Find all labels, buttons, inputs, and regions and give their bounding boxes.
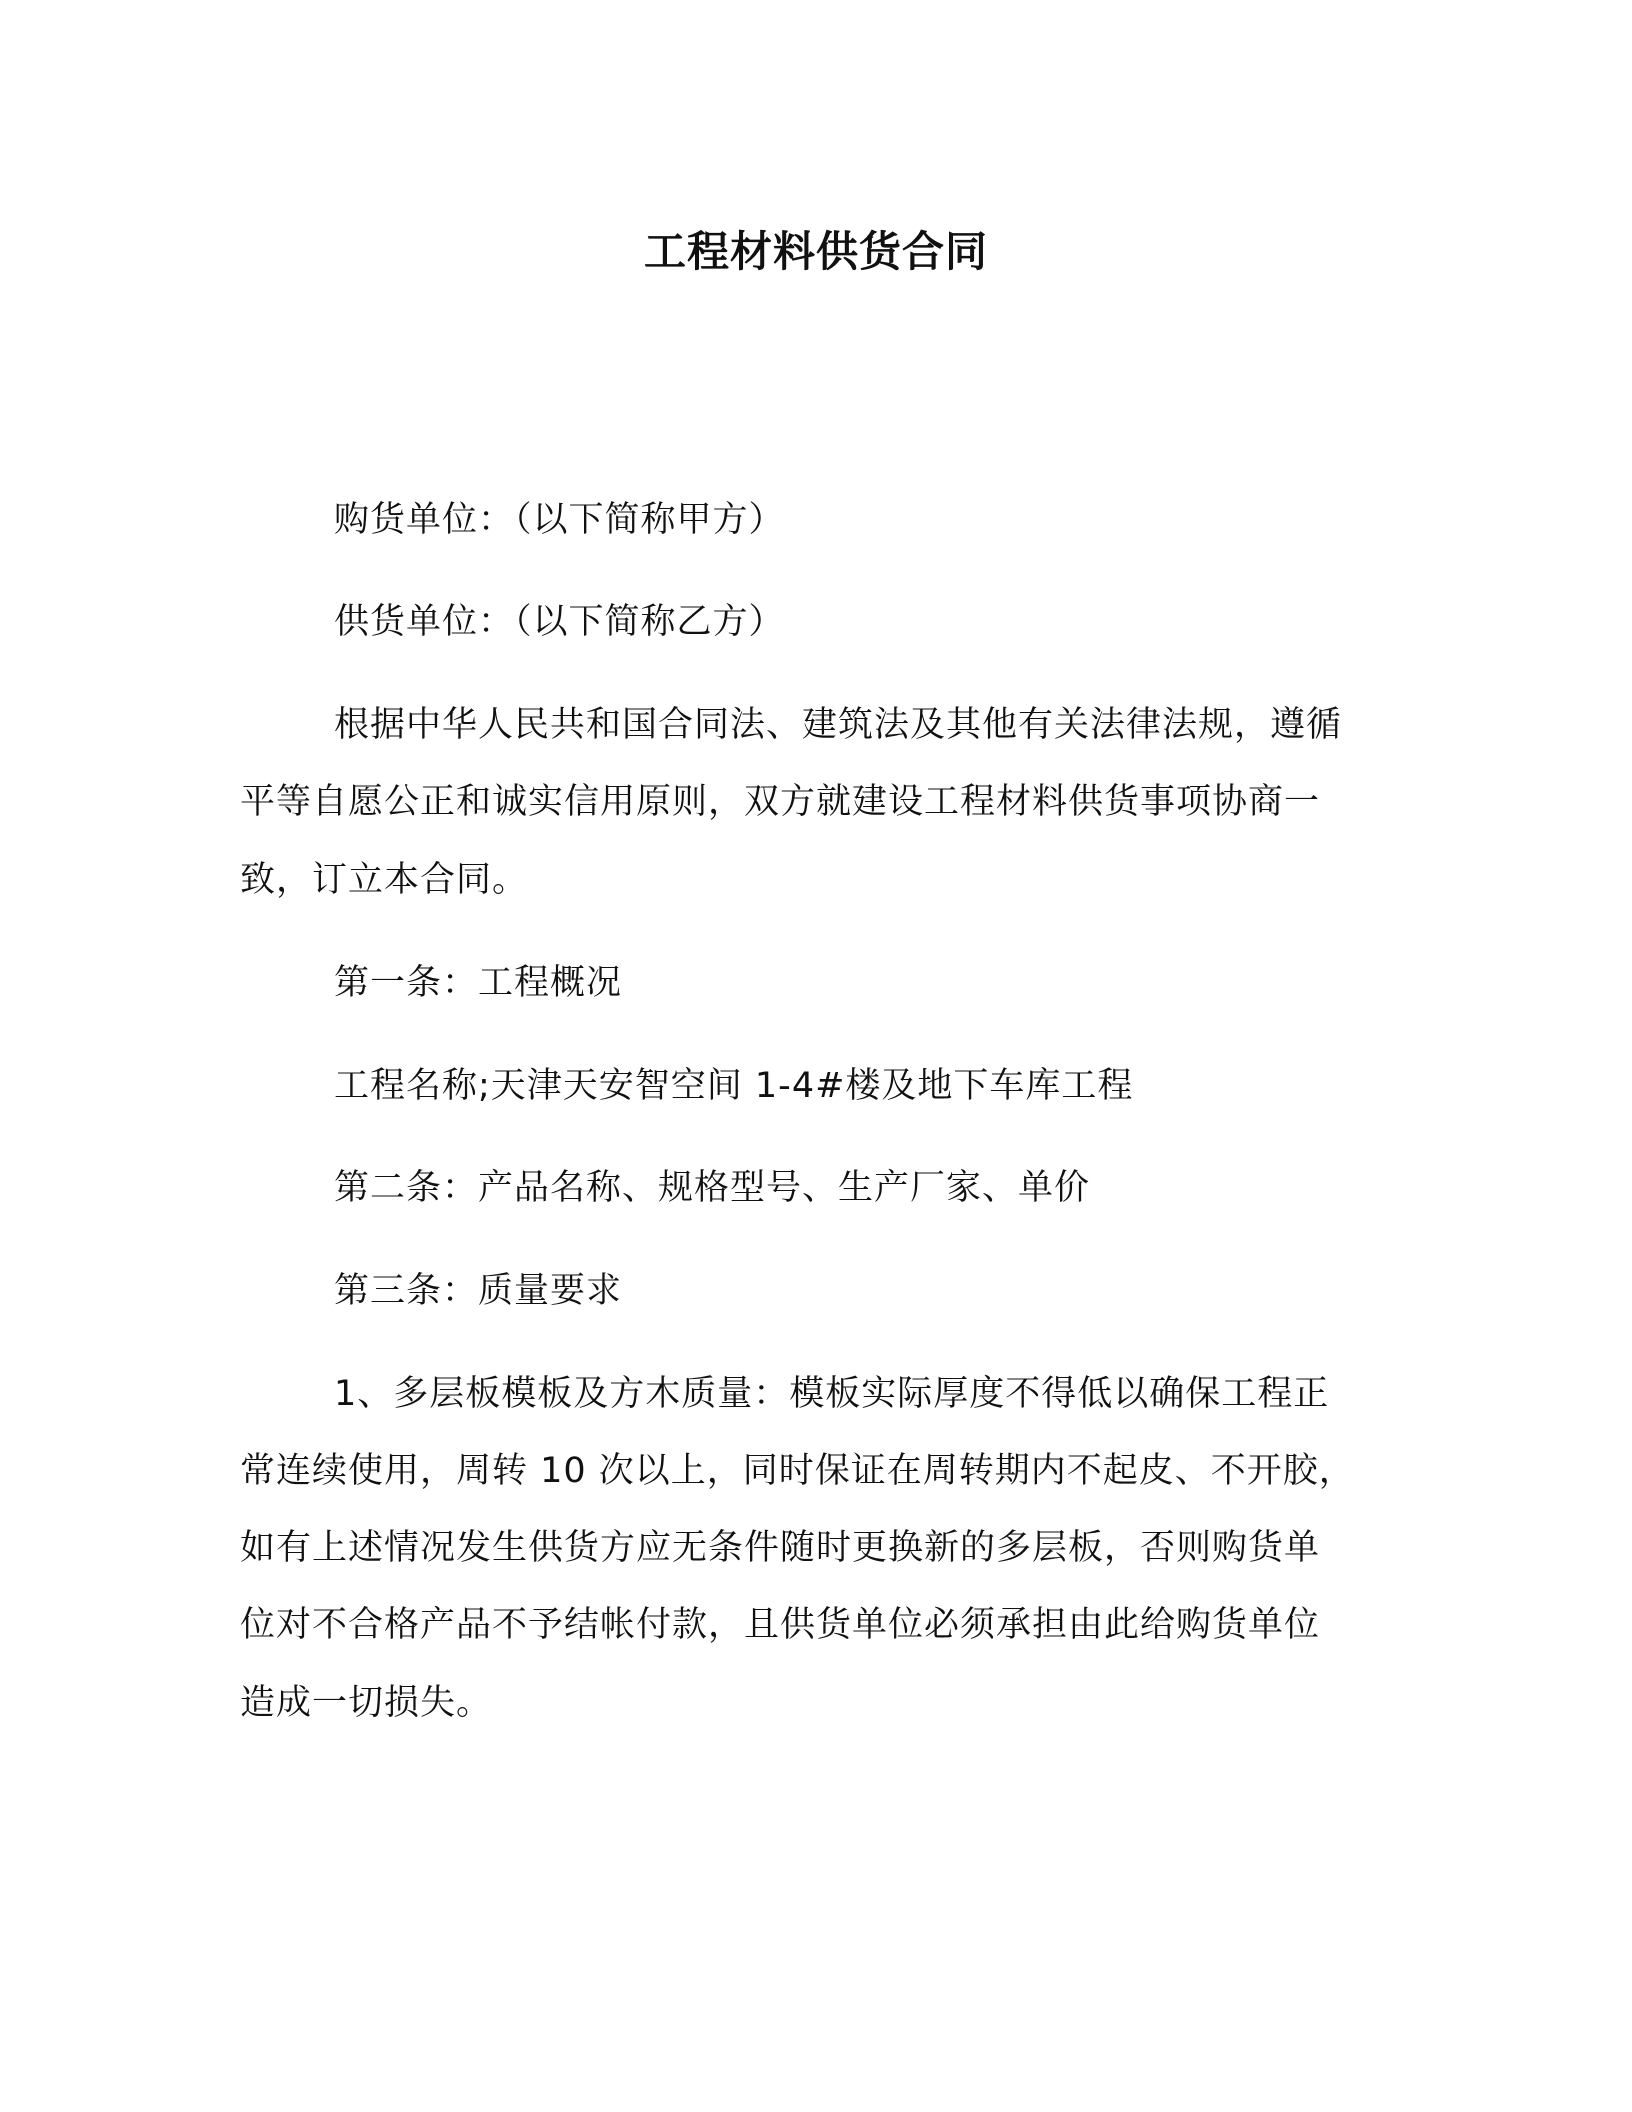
article-2-heading: 第二条：产品名称、规格型号、生产厂家、单价 — [334, 1168, 1091, 1208]
article-1-heading: 第一条：工程概况 — [334, 963, 623, 1003]
clause-1-line: 造成一切损失。 — [240, 1683, 493, 1723]
clause-1-line: 位对不合格产品不予结帐付款，且供货单位必须承担由此给购货单位 — [240, 1605, 1321, 1645]
preamble-line: 根据中华人民共和国合同法、建筑法及其他有关法律法规，遵循 — [334, 705, 1343, 745]
supplier-line: 供货单位：（以下简称乙方） — [334, 602, 785, 642]
preamble-line: 平等自愿公正和诚实信用原则，双方就建设工程材料供货事项协商一 — [240, 782, 1321, 822]
article-3-heading: 第三条：质量要求 — [334, 1271, 623, 1311]
clause-1-line: 如有上述情况发生供货方应无条件随时更换新的多层板，否则购货单 — [240, 1528, 1321, 1568]
project-name-line: 工程名称;天津天安智空间 1-4#楼及地下车库工程 — [334, 1066, 1134, 1106]
buyer-line: 购货单位：（以下简称甲方） — [334, 500, 785, 540]
clause-1-line: 1、多层板模板及方木质量：模板实际厚度不得低以确保工程正 — [334, 1374, 1330, 1414]
preamble-line: 致，订立本合同。 — [240, 860, 529, 900]
clause-1-line: 常连续使用，周转 10 次以上，同时保证在周转期内不起皮、不开胶， — [240, 1451, 1355, 1491]
document-title: 工程材料供货合同 — [643, 227, 988, 276]
